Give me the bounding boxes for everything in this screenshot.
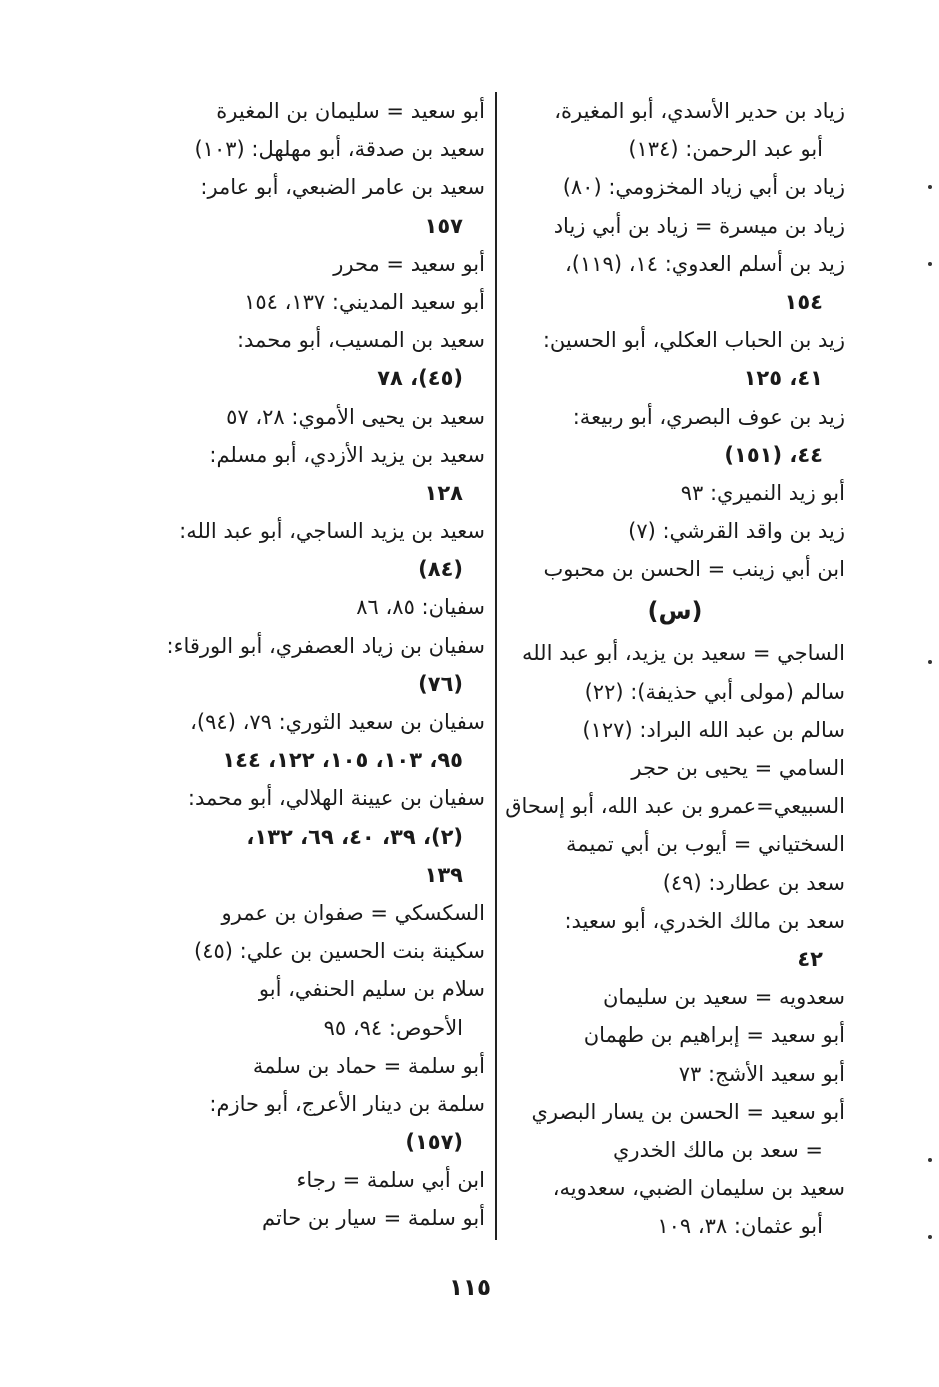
- index-entry: سعيد بن عامر الضبعي، أبو عامر:: [200, 175, 485, 200]
- index-entry: زيد بن الحباب العكلي، أبو الحسين:: [542, 328, 845, 353]
- index-entry: سكينة بنت الحسين بن علي: (٤٥): [194, 939, 485, 964]
- index-entry: أبو سعيد الأشج: ٧٣: [678, 1061, 845, 1086]
- index-entry: (٢)، ٣٩، ٤٠، ٦٩، ١٣٢،: [246, 824, 463, 849]
- index-entry: ٩٥، ١٠٣، ١٠٥، ١٢٢، ١٤٤: [222, 748, 463, 773]
- index-entry: ابن أبي زينب = الحسن بن محبوب: [543, 557, 845, 582]
- index-entry: زياد بن ميسرة = زياد بن أبي زياد: [553, 213, 845, 238]
- index-entry: سعيد بن يزيد الأزدي، أبو مسلم:: [209, 442, 485, 467]
- index-entry: أبو زيد النميري: ٩٣: [680, 480, 845, 505]
- index-entry: سفيان: ٨٥، ٨٦: [356, 595, 485, 620]
- index-entry: ١٥٤: [784, 289, 823, 314]
- index-entry: أبو سعيد = محرر: [333, 251, 485, 276]
- margin-dot: [928, 1158, 932, 1162]
- index-entry: = سعد بن مالك الخدري: [612, 1137, 823, 1162]
- index-entry: السبيعي=عمرو بن عبد الله، أبو إسحاق: [505, 794, 845, 819]
- column-divider: [495, 92, 497, 1240]
- index-entry: أبو سعيد = سليمان بن المغيرة: [216, 99, 485, 123]
- page-number: ١١٥: [448, 1275, 492, 1301]
- index-entry: زيد بن أسلم العدوي: ١٤، (١١٩)،: [565, 251, 845, 276]
- index-entry: سعيد بن صدقة، أبو مهلهل: (١٠٣): [194, 137, 485, 162]
- margin-dot: [928, 1235, 932, 1239]
- index-entry: ١٢٨: [424, 480, 463, 505]
- index-entry: زياد بن حدير الأسدي، أبو المغيرة،: [554, 99, 845, 123]
- left-column: [150, 92, 485, 1238]
- index-entry: السختياني = أيوب بن أبي تميمة: [566, 832, 845, 857]
- index-entry: ٤٢: [797, 946, 823, 971]
- index-entry: أبو سعيد = الحسن بن يسار البصري: [531, 1099, 845, 1124]
- index-entry: (٨٤): [418, 557, 463, 582]
- index-entry: سعيد بن يحيى الأموي: ٢٨، ٥٧: [226, 404, 485, 429]
- margin-dot: [928, 185, 932, 189]
- right-column: [505, 92, 845, 1245]
- index-entry: سعيد بن المسيب، أبو محمد:: [236, 328, 485, 353]
- index-entry: أبو سعيد = إبراهيم بن طهمان: [583, 1023, 845, 1048]
- section-heading: (س): [647, 597, 703, 626]
- index-entry: أبو سعيد المديني: ١٣٧، ١٥٤: [244, 289, 485, 314]
- index-entry: أبو عبد الرحمن: (١٣٤): [628, 137, 823, 162]
- index-entry: سالم (مولى أبي حذيفة): (٢٢): [584, 679, 845, 704]
- index-entry: (٧٦): [418, 671, 463, 696]
- index-entry: السكسكي = صفوان بن عمرو: [221, 900, 485, 925]
- index-entry: الساجي = سعيد بن يزيد، أبو عبد الله: [521, 641, 845, 666]
- index-entry: سلام بن سليم الحنفي، أبو: [258, 977, 485, 1002]
- index-entry: سعد بن عطارد: (٤٩): [662, 870, 845, 895]
- index-entry: (٤٥)، ٧٨: [377, 366, 463, 391]
- index-entry: ١٣٩: [424, 862, 463, 887]
- index-entry: أبو سلمة = سيار بن حاتم: [262, 1206, 485, 1231]
- index-entry: الأحوص: ٩٤، ٩٥: [323, 1015, 463, 1040]
- margin-dot: [928, 262, 932, 266]
- index-entry: سعدويه = سعيد بن سليمان: [602, 985, 845, 1010]
- margin-dot: [928, 660, 932, 664]
- index-entry: ٤١، ١٢٥: [743, 366, 823, 391]
- index-entry: أبو سلمة = حماد بن سلمة: [252, 1053, 485, 1078]
- index-entry: ٤٤، (١٥١): [724, 442, 823, 467]
- index-entry: سفيان بن زياد العصفري، أبو الورقاء:: [166, 633, 485, 658]
- index-entry: السامي = يحيى بن حجر: [631, 756, 845, 780]
- index-entry: سالم بن عبد الله البراد: (١٢٧): [582, 717, 845, 742]
- index-entry: ١٥٧: [424, 213, 463, 238]
- index-entry: سفيان بن عيينة الهلالي، أبو محمد:: [187, 786, 485, 811]
- index-entry: سلمة بن دينار الأعرج، أبو حازم:: [209, 1091, 485, 1116]
- index-entry: أبو عثمان: ٣٨، ١٠٩: [657, 1214, 823, 1239]
- index-entry: (١٥٧): [405, 1130, 463, 1155]
- index-entry: سعيد بن سليمان الضبي، سعدويه،: [552, 1176, 845, 1201]
- index-entry: زيد بن عوف البصري، أبو ربيعة:: [572, 404, 845, 429]
- index-entry: زياد بن أبي زياد المخزومي: (٨٠): [562, 175, 845, 200]
- index-entry: زيد بن واقد القرشي: (٧): [628, 519, 845, 544]
- index-entry: سفيان بن سعيد الثوري: ٧٩، (٩٤)،: [190, 710, 485, 734]
- index-entry: سعيد بن يزيد الساجي، أبو عبد الله:: [179, 519, 485, 544]
- index-entry: ابن أبي سلمة = رجاء: [296, 1168, 485, 1193]
- index-entry: سعد بن مالك الخدري، أبو سعيد:: [564, 908, 845, 933]
